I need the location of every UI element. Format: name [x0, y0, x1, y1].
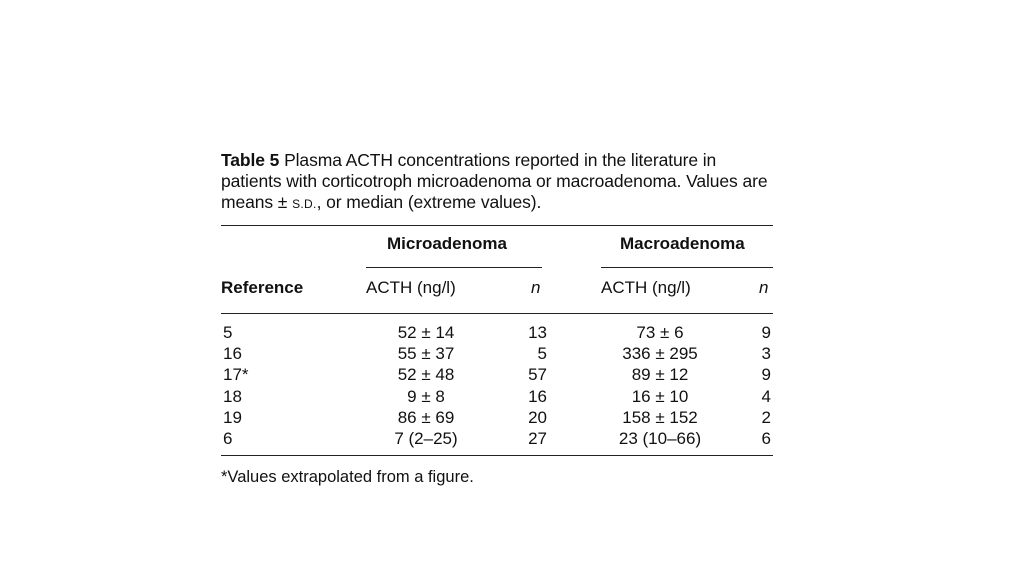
micro-acth-cell: 9 ± 8: [407, 386, 445, 406]
table-row: [221, 407, 777, 428]
reference-cell: 17*: [223, 365, 249, 385]
micro-n-cell: 57: [528, 365, 547, 385]
micro-acth-column-header: ACTH (ng/l): [366, 278, 456, 297]
macro-n-column-header: n: [759, 278, 769, 297]
micro-acth-cell: 55 ± 37: [397, 344, 455, 364]
macro-acth-cell: 16 ± 10: [631, 386, 689, 406]
micro-n-cell: 16: [528, 386, 547, 406]
bottom-rule: [221, 455, 773, 456]
micro-acth-cell: 52 ± 14: [397, 323, 455, 342]
macro-acth-cell: 23 (10–66): [618, 428, 702, 448]
micro-n-cell: 20: [528, 407, 547, 427]
micro-n-cell: 27: [528, 428, 547, 448]
macro-acth-column-header: ACTH (ng/l): [601, 278, 691, 297]
macro-n-cell: 3: [761, 344, 771, 364]
reference-column-header: Reference: [221, 278, 304, 297]
table-row: [221, 322, 777, 343]
table-row: [221, 343, 777, 364]
macro-acth-cell: 158 ± 152: [622, 407, 698, 427]
micro-n-cell: 13: [528, 323, 547, 342]
macro-acth-cell: 89 ± 12: [631, 365, 689, 385]
reference-cell: 16: [223, 344, 242, 364]
macro-n-cell: 9: [761, 365, 771, 385]
reference-cell: 5: [223, 323, 233, 342]
microadenoma-header: Microadenoma: [387, 234, 507, 253]
table-row: [221, 428, 777, 449]
reference-cell: 6: [223, 428, 233, 448]
reference-cell: 18: [223, 386, 242, 406]
macro-n-cell: 6: [761, 428, 771, 448]
macroadenoma-header: Macroadenoma: [620, 234, 745, 253]
micro-acth-cell: 7 (2–25): [394, 428, 458, 448]
table-row: [221, 364, 777, 385]
macro-acth-cell: 336 ± 295: [622, 344, 698, 364]
caption-text: Plasma ACTH concentrations reported in the literature in patients with corticotroph microadenoma or macroadenoma. Values are means ±: [221, 150, 768, 212]
column-header-row: [221, 268, 777, 313]
macro-n-cell: 2: [761, 407, 771, 427]
macro-acth-cell: 73 ± 6: [636, 323, 684, 342]
table-body: [221, 314, 777, 455]
micro-n-cell: 5: [537, 344, 547, 364]
group-header-row: [221, 226, 777, 268]
table-label: Table 5: [221, 150, 280, 170]
micro-acth-cell: 86 ± 69: [397, 407, 455, 427]
table-caption: [221, 150, 777, 215]
micro-n-column-header: n: [531, 278, 541, 297]
caption-text-end: , or median (extreme values).: [316, 192, 542, 212]
caption-sd: S.D.: [292, 197, 317, 211]
table-figure: [221, 150, 777, 487]
micro-acth-cell: 52 ± 48: [397, 365, 455, 385]
reference-cell: 19: [223, 407, 242, 427]
table-footnote: *Values extrapolated from a figure.: [221, 468, 474, 487]
macro-n-cell: 9: [761, 323, 771, 342]
table-row: [221, 386, 777, 407]
macro-n-cell: 4: [761, 386, 771, 406]
